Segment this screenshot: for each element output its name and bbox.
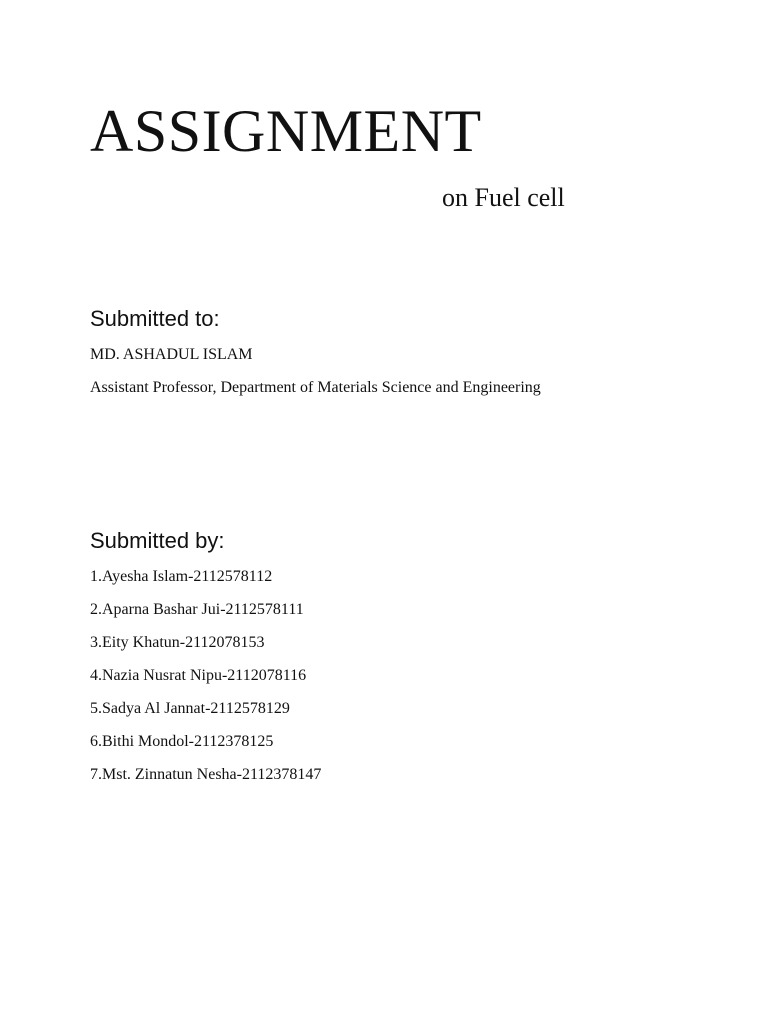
supervisor-name: MD. ASHADUL ISLAM <box>90 346 253 363</box>
list-item: 3.Eity Khatun-2112078153 <box>90 634 265 651</box>
list-item: 5.Sadya Al Jannat-2112578129 <box>90 700 290 717</box>
list-item: 2.Aparna Bashar Jui-2112578111 <box>90 601 304 618</box>
list-item: 7.Mst. Zinnatun Nesha-2112378147 <box>90 766 322 783</box>
document-subtitle: on Fuel cell <box>442 183 565 212</box>
list-item: 1.Ayesha Islam-2112578112 <box>90 568 273 585</box>
member-list <box>90 567 321 798</box>
supervisor-designation: Assistant Professor, Department of Materials Science and Engineering <box>90 379 541 396</box>
list-item: 6.Bithi Mondol-2112378125 <box>90 733 274 750</box>
submitted-to-heading: Submitted to: <box>90 306 220 331</box>
submitted-by-heading: Submitted by: <box>90 528 225 553</box>
list-item: 4.Nazia Nusrat Nipu-2112078116 <box>90 667 307 684</box>
document-title: ASSIGNMENT <box>90 98 482 164</box>
